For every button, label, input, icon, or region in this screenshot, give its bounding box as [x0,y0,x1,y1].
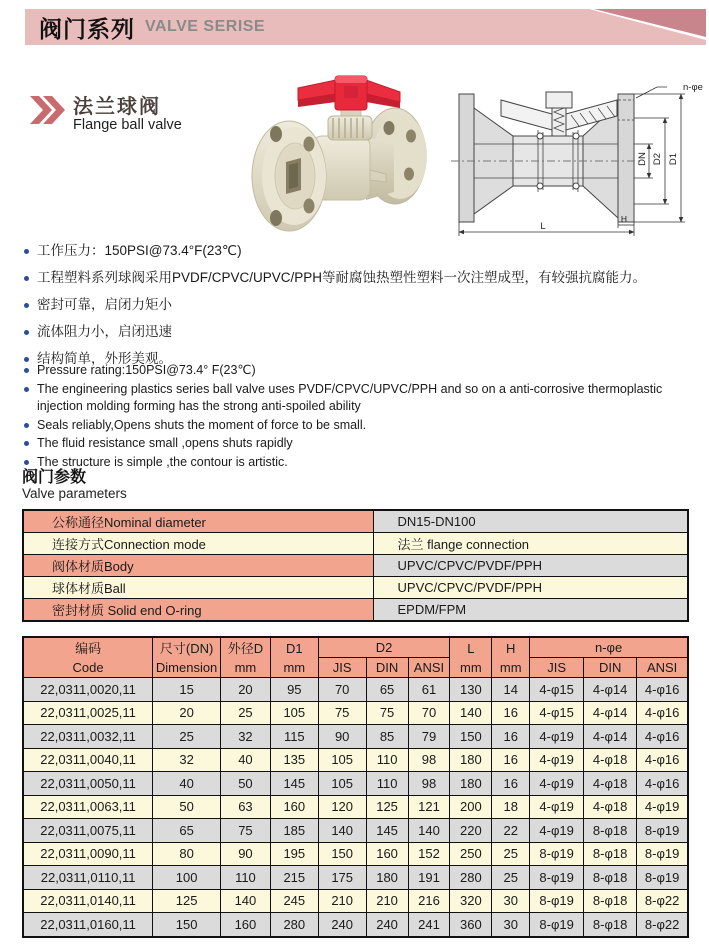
dim-cell: 4-φ15 [530,678,584,702]
table-row [23,889,688,913]
dim-cell: 14 [492,678,530,702]
dim-cell: 40 [221,748,271,772]
feature-item [24,381,696,416]
table-row [23,795,688,819]
param-value: 法兰 flange connection [373,533,688,555]
dim-header-line: 编码 [75,640,102,656]
dim-cell: 8-φ19 [530,866,584,890]
table-row [23,913,688,937]
features-list-cn [24,242,696,377]
feature-item [24,242,696,260]
dim-cell: 240 [318,913,366,937]
feature-text: Pressure rating:150PSI@73.4° F(23℃) [37,363,256,377]
bullet-icon [24,303,29,308]
feature-text: Seals reliably,Opens shuts the moment of force to be small. [37,417,367,432]
feature-text: The structure is simple ,the contour is artistic. [37,454,288,469]
params-title-en: Valve parameters [22,486,127,501]
dim-cell: 65 [153,819,221,843]
dim-cell: 110 [366,748,408,772]
dim-cell: 98 [408,748,450,772]
dim-cell: 150 [153,913,221,937]
dim-header-line: mm [234,659,257,675]
dim-cell: 150 [450,725,492,749]
dimension-table [22,636,689,938]
dim-cell: 4-φ19 [530,795,584,819]
dim-cell: 8-φ19 [530,889,584,913]
series-title-en: VALVE SERISE [145,18,266,35]
dim-cell: 8-φ22 [637,889,688,913]
feature-item [24,417,696,435]
dim-label-l: L [540,221,546,232]
left-flange [252,121,326,231]
param-label: 密封材质 Solid end O-ring [23,599,373,622]
bullet-icon [24,387,29,392]
dim-cell: 90 [221,842,271,866]
dim-cell: 191 [408,866,450,890]
feature-text: 密封可靠，启闭力矩小 [37,297,172,312]
dim-header-group: D2 [318,637,450,658]
product-name-cn: 法兰球阀 [73,96,161,118]
dim-label-nphe: n-φe [683,82,703,93]
dim-subheader: ANSI [408,658,450,678]
dim-cell: 4-φ19 [530,772,584,796]
code-cell: 22,0311,0020,11 [23,678,153,702]
dim-cell: 210 [366,889,408,913]
dim-cell: 18 [492,795,530,819]
dim-header [153,637,221,678]
dim-cell: 4-φ14 [584,725,637,749]
table-row [23,725,688,749]
dim-cell: 25 [492,842,530,866]
dim-cell: 25 [492,866,530,890]
table-row [23,819,688,843]
dim-header-line: Code [72,659,104,675]
product-photo [248,70,436,241]
dim-cell: 125 [153,889,221,913]
dim-subheader: JIS [530,658,584,678]
bullet-icon [24,423,29,428]
dim-subheader: DIN [584,658,637,678]
dim-cell: 195 [270,842,318,866]
dim-cell: 8-φ18 [584,842,637,866]
dim-cell: 180 [366,866,408,890]
dim-cell: 8-φ19 [637,819,688,843]
code-cell: 22,0311,0025,11 [23,701,153,725]
valve-parameters-table [22,509,689,622]
code-cell: 22,0311,0040,11 [23,748,153,772]
dim-cell: 4-φ16 [637,701,688,725]
feature-item [24,323,696,341]
dim-cell: 32 [221,725,271,749]
dim-cell: 110 [366,772,408,796]
dim-label-d2: D2 [652,152,663,166]
dim-cell: 15 [153,678,221,702]
dim-cell: 95 [270,678,318,702]
dim-cell: 40 [153,772,221,796]
feature-text: 工程塑料系列球阀采用PVDF/CPVC/UPVC/PPH等耐腐蚀热塑性塑料一次注塑成型，有较强抗腐能力。 [37,270,647,285]
feature-text: 流体阻力小，启闭迅速 [37,324,172,339]
dim-cell: 20 [153,701,221,725]
dim-cell: 250 [450,842,492,866]
dim-header-row-1 [23,637,688,658]
dim-cell: 215 [270,866,318,890]
param-label: 连接方式Connection mode [23,533,373,555]
dim-cell: 90 [318,725,366,749]
dim-cell: 22 [492,819,530,843]
feature-item [24,435,696,453]
page-header-band [25,9,706,45]
dim-cell: 16 [492,701,530,725]
params-title-cn: 阀门参数 [22,469,87,486]
dim-cell: 100 [153,866,221,890]
valve-handle [298,76,400,110]
dim-cell: 79 [408,725,450,749]
param-value: EPDM/FPM [373,599,688,622]
dim-cell: 245 [270,889,318,913]
dim-cell: 140 [450,701,492,725]
dim-cell: 4-φ14 [584,678,637,702]
table-row [23,842,688,866]
dim-cell: 105 [318,772,366,796]
param-row [23,599,688,622]
param-label: 球体材质Ball [23,577,373,599]
table-row [23,701,688,725]
dim-header [221,637,271,678]
feature-item [24,296,696,314]
dim-cell: 75 [221,819,271,843]
product-name-en: Flange ball valve [73,117,182,133]
dim-header-line: mm [499,659,522,675]
dim-cell: 200 [450,795,492,819]
code-cell: 22,0311,0063,11 [23,795,153,819]
code-cell: 22,0311,0032,11 [23,725,153,749]
dim-cell: 75 [366,701,408,725]
dim-cell: 65 [366,678,408,702]
table-row [23,772,688,796]
code-cell: 22,0311,0160,11 [23,913,153,937]
dim-cell: 4-φ19 [637,795,688,819]
dim-cell: 140 [318,819,366,843]
feature-item [24,269,696,287]
feature-item [24,454,696,472]
dim-cell: 80 [153,842,221,866]
dim-cell: 4-φ19 [530,819,584,843]
dim-header [492,637,530,678]
dim-cell: 145 [270,772,318,796]
dim-cell: 4-φ18 [584,772,637,796]
double-chevron-icon [28,94,66,131]
dim-cell: 63 [221,795,271,819]
dim-header-line: 尺寸(DN) [159,640,214,656]
code-cell: 22,0311,0050,11 [23,772,153,796]
dim-cell: 125 [366,795,408,819]
dim-cell: 25 [221,701,271,725]
dim-header-group: n-φe [530,637,688,658]
dim-cell: 185 [270,819,318,843]
dim-cell: 61 [408,678,450,702]
dim-cell: 32 [153,748,221,772]
dim-cell: 152 [408,842,450,866]
dim-cell: 360 [450,913,492,937]
dim-cell: 8-φ19 [637,866,688,890]
dim-cell: 280 [450,866,492,890]
features-list-en [24,362,696,472]
param-value: UPVC/CPVC/PVDF/PPH [373,555,688,577]
dim-cell: 4-φ19 [530,748,584,772]
dim-cell: 75 [318,701,366,725]
dim-cell: 25 [153,725,221,749]
dim-cell: 8-φ18 [584,866,637,890]
technical-drawing [443,74,703,251]
dim-cell: 210 [318,889,366,913]
dim-cell: 105 [270,701,318,725]
dim-cell: 180 [450,772,492,796]
dim-cell: 4-φ19 [530,725,584,749]
dim-cell: 160 [221,913,271,937]
dim-cell: 16 [492,772,530,796]
param-row [23,533,688,555]
dim-cell: 98 [408,772,450,796]
param-row [23,555,688,577]
dim-header [450,637,492,678]
bullet-icon [24,368,29,373]
dim-label-d1: D1 [668,152,679,166]
dim-cell: 241 [408,913,450,937]
dim-cell: 4-φ16 [637,725,688,749]
dim-header-line: mm [283,659,306,675]
param-value: DN15-DN100 [373,510,688,533]
dim-cell: 115 [270,725,318,749]
dim-cell: 140 [408,819,450,843]
dim-header [23,637,153,678]
dim-header-line: L [467,640,475,656]
dim-cell: 4-φ16 [637,678,688,702]
dim-cell: 50 [153,795,221,819]
dim-cell: 145 [366,819,408,843]
dim-header-line: D1 [286,640,303,656]
dim-cell: 216 [408,889,450,913]
dim-label-dn: DN [637,152,648,166]
table-row [23,748,688,772]
code-cell: 22,0311,0140,11 [23,889,153,913]
param-label: 阀体材质Body [23,555,373,577]
dim-cell: 150 [318,842,366,866]
feature-text: 工作压力：150PSI@73.4°F(23℃) [37,243,242,258]
param-label: 公称通径Nominal diameter [23,510,373,533]
dim-subheader: DIN [366,658,408,678]
dim-header-line: Dimension [155,659,218,675]
valve-section [459,92,634,222]
dim-cell: 4-φ16 [637,772,688,796]
dim-cell: 160 [270,795,318,819]
dim-cell: 120 [318,795,366,819]
code-cell: 22,0311,0075,11 [23,819,153,843]
dim-cell: 30 [492,889,530,913]
dim-cell: 16 [492,725,530,749]
param-row [23,577,688,599]
dim-cell: 105 [318,748,366,772]
dim-subheader: JIS [318,658,366,678]
table-row [23,678,688,702]
dim-cell: 8-φ19 [530,913,584,937]
series-title-cn: 阀门系列 [39,15,135,42]
dim-cell: 121 [408,795,450,819]
bullet-icon [24,276,29,281]
dim-cell: 8-φ18 [584,913,637,937]
dim-cell: 280 [270,913,318,937]
dim-cell: 70 [408,701,450,725]
dim-cell: 175 [318,866,366,890]
dim-cell: 180 [450,748,492,772]
dim-cell: 160 [366,842,408,866]
dim-cell: 130 [450,678,492,702]
dim-cell: 8-φ19 [637,842,688,866]
dim-cell: 8-φ22 [637,913,688,937]
dim-header-line: mm [460,659,482,675]
code-cell: 22,0311,0090,11 [23,842,153,866]
dim-cell: 50 [221,772,271,796]
dim-cell: 4-φ16 [637,748,688,772]
dim-cell: 20 [221,678,271,702]
dim-header [270,637,318,678]
dim-header-line: H [506,640,516,656]
dim-label-h: H [620,214,628,224]
dim-subheader: ANSI [637,658,688,678]
bullet-icon [24,330,29,335]
dim-cell: 4-φ14 [584,701,637,725]
table-row [23,866,688,890]
feature-text: The fluid resistance small ,opens shuts rapidly [37,436,293,450]
dim-cell: 4-φ18 [584,748,637,772]
dim-cell: 70 [318,678,366,702]
param-value: UPVC/CPVC/PVDF/PPH [373,577,688,599]
bullet-icon [24,441,29,446]
dim-cell: 8-φ18 [584,889,637,913]
dim-cell: 110 [221,866,271,890]
dim-cell: 135 [270,748,318,772]
bullet-icon [24,249,29,254]
dim-cell: 320 [450,889,492,913]
dim-cell: 16 [492,748,530,772]
feature-item [24,362,696,380]
dim-cell: 30 [492,913,530,937]
dim-cell: 220 [450,819,492,843]
param-row [23,510,688,533]
dim-cell: 8-φ18 [584,819,637,843]
dim-cell: 4-φ15 [530,701,584,725]
dim-cell: 8-φ19 [530,842,584,866]
dim-cell: 85 [366,725,408,749]
dim-cell: 240 [366,913,408,937]
feature-text: The engineering plastics series ball valve uses PVDF/CPVC/UPVC/PPH and so on a anti-corrosive thermoplastic injection molding forming has the strong anti-spoiled ability [37,381,663,413]
dim-header-line: 外径D [227,640,264,656]
dim-cell: 4-φ18 [584,795,637,819]
code-cell: 22,0311,0110,11 [23,866,153,890]
feature-text: 结构简单，外形美观。 [37,351,172,366]
dim-cell: 140 [221,889,271,913]
